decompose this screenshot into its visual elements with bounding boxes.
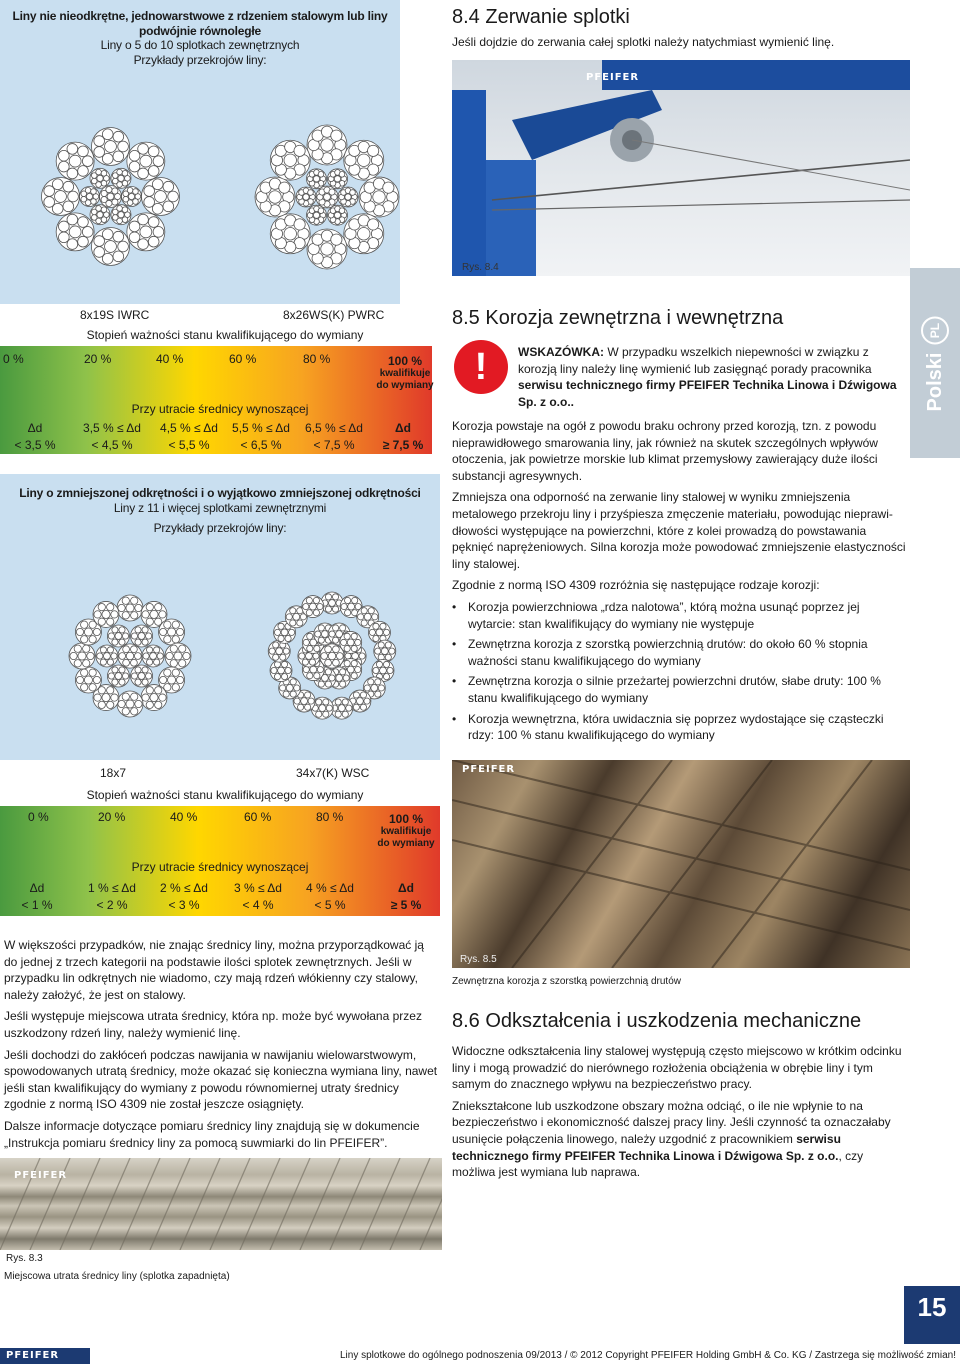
pct-20: 20 % — [84, 352, 112, 366]
panel3-subtitle: Liny z 11 i więcej splotkami zewnętrznymi — [113, 500, 327, 515]
core-strand — [100, 186, 122, 208]
footer-logo-text: PFEIFER — [6, 1350, 60, 1361]
panel3-title-line: Liny o zmniejszonej odkrętności i o wyjątkowo zmniejszonej odkrętności — [19, 486, 421, 500]
outer-strand — [117, 691, 143, 717]
severity-heading-2: Stopień ważności stanu kwalifikującego do wymiany — [86, 788, 364, 802]
core-strand — [320, 644, 344, 668]
diameter-loss-heading-b: Przy utracie średnicy wynoszącej — [131, 860, 309, 874]
range-4-a: 5,5 % ≤ Δd — [232, 421, 290, 435]
section-8-6-title: 8.6 Odkształcenia i uszkodzenia mechaniczne — [452, 1010, 862, 1032]
panel1-title-line1: Liny nie nieodkrętne, jednowarstwowe z rdzeniem stalowym lub liny — [12, 9, 388, 23]
panel1-subtitle: Liny o 5 do 10 splotkach zewnętrznych — [100, 38, 300, 52]
range-3 — [150, 420, 228, 454]
outer-strand — [359, 177, 399, 217]
rope-section-18x7 — [64, 556, 196, 756]
pct-80-b: 80 % — [316, 810, 344, 824]
outer-strand — [344, 140, 384, 180]
range-1-b: < 3,5 % — [14, 438, 56, 452]
corrosion-type-1: • Korozja powierzchniowa „rdza nalotowa”, którą można usunąć poprzez jej wytarcie: stan kwalifikujący do wymiany nie występuje — [452, 599, 908, 632]
outer-strand — [331, 697, 353, 719]
outer-strand — [159, 619, 185, 645]
photo-fig-8-5 — [452, 760, 910, 968]
pct-0: 0 % — [3, 352, 24, 366]
fig83-caption: Miejscowa utrata średnicy liny (splotka zapadnięta) — [4, 1271, 230, 1282]
outer-strand — [142, 178, 180, 216]
outer-strand — [255, 177, 295, 217]
section-8-5-body — [452, 418, 908, 748]
rope-section-34x7-wsc — [262, 558, 402, 754]
range-5 — [295, 420, 373, 454]
pct-60: 60 % — [229, 352, 257, 366]
crane-graphic — [452, 60, 910, 276]
pct-100-block-b — [372, 812, 440, 850]
outer-strand — [307, 229, 347, 269]
inner-strand — [96, 645, 118, 667]
range-b-6-b: ≥ 5 % — [390, 898, 422, 912]
language-name: Polski — [923, 352, 946, 412]
range-2-b: < 4,5 % — [91, 438, 133, 452]
range-3-a: 4,5 % ≤ Δd — [160, 421, 218, 435]
range-b-4-b: < 4 % — [242, 898, 274, 912]
core-strand — [118, 644, 142, 668]
section-8-4-text: Jeśli dojdzie do zerwania całej splotki należy natychmiast wymienić linę. — [452, 35, 835, 49]
sec85-paragraph-3: Zgodnie z normą ISO 4309 rozróżnia się następujące rodzaje korozji: — [452, 578, 820, 593]
warning-text — [518, 344, 910, 410]
qualifies-label: kwalifikuje — [379, 368, 431, 379]
fig84-label: Rys. 8.4 — [462, 262, 499, 273]
page-number: 15 — [917, 1292, 947, 1322]
range-5-b: < 7,5 % — [313, 438, 355, 452]
sec85-paragraph-1: Korozja powstaje na ogół z powodu braku ochrony przed korozją, tzn. z powodu nieprawidłowego smarowania liny, jak również na skutek szczególnych wpływów otoczenia, jak powietrze morskie lub klimat przemysłowy zawierający duże ilości substancji agresywnych. — [452, 419, 878, 483]
section-8-5-title: 8.5 Korozja zewnętrzna i wewnętrzna — [452, 307, 784, 329]
inner-strand — [328, 205, 348, 225]
outer-strand — [270, 660, 292, 682]
outer-strand — [69, 643, 95, 669]
corrosion-type-4: • Korozja wewnętrzna, która uwidacznia się poprzez wydostające się cząsteczki rdzy: 100 % stanu kwalifikującego do wymiany — [452, 711, 908, 744]
inner-strand — [296, 187, 316, 207]
outer-strand — [42, 178, 80, 216]
outer-strand — [165, 643, 191, 669]
rope-label-34x7: 34x7(K) WSC — [296, 766, 370, 780]
outer-strand — [127, 142, 165, 180]
inner-strand — [307, 169, 327, 189]
pct-40: 40 % — [156, 352, 184, 366]
outer-strand — [93, 601, 119, 627]
warning-body: W przypadku wszelkich niepewności w związku z korozją liny należy linę wymienić lub zasięgnąć porady pracownika — [518, 345, 872, 376]
warning-icon: ! — [454, 340, 508, 394]
warning-label: WSKAZÓWKA: — [518, 345, 604, 359]
inner-strand — [131, 625, 153, 647]
inner-strand — [122, 187, 142, 207]
outer-strand — [92, 228, 130, 266]
range-b-2-b: < 2 % — [96, 898, 128, 912]
outer-strand — [117, 595, 143, 621]
inner-strand — [340, 631, 362, 653]
pfeifer-logo-fig84: PFEIFER — [586, 72, 640, 83]
corroded-rope-graphic — [452, 760, 910, 968]
range-4 — [222, 420, 300, 454]
rope-section-8x26ws-pwrc — [252, 92, 402, 302]
inner-strand — [80, 187, 100, 207]
rope-label-8x26ws: 8x26WS(K) PWRC — [283, 308, 385, 322]
range-b-6 — [372, 880, 440, 914]
severity-table-1 — [0, 304, 440, 474]
outer-strand — [56, 213, 94, 251]
range-b-1-b: < 1 % — [21, 898, 53, 912]
corrosion-types-list — [452, 599, 908, 744]
sec86-paragraph-2 — [452, 1098, 908, 1181]
left-paragraph-2: Jeśli występuje miejscowa utrata średnicy, która np. może być wywołana przez uszkodzony rdzeń liny, należy wymienić linę. — [4, 1009, 422, 1040]
panel3-examples: Przykłady przekrojów liny: — [153, 521, 287, 535]
inner-strand — [307, 205, 327, 225]
pct-80: 80 % — [303, 352, 331, 366]
corrosion-type-3: • Zewnętrzna korozja o silnie przeżartej powierzchni drutów, słabe druty: 100 % stanu kwalifikującego do wymiany — [452, 673, 908, 706]
range-b-3-b: < 3 % — [168, 898, 200, 912]
pct-60-b: 60 % — [244, 810, 272, 824]
range-b-4 — [222, 880, 294, 914]
left-paragraph-1: W większości przypadków, nie znając średnicy liny, można przyporządkować ją do jednej z trzech kategorii na podstawie ilości splotek zewnętrznych. Jeśli w przypadku lin odkrętnych nie wiadomo, czy mają rdzeń włókienny czy stalowy, należy założyć, że jest on stalowy. — [4, 938, 424, 1002]
pfeifer-logo-fig85: PFEIFER — [462, 764, 516, 775]
inner-strand — [328, 169, 348, 189]
to-replace-label-b: do wymiany — [377, 838, 435, 849]
outer-strand — [92, 128, 130, 166]
fig85-caption: Zewnętrzna korozja z szorstką powierzchnią drutów — [452, 976, 681, 987]
left-body-text — [4, 937, 438, 1156]
severity-table-2 — [0, 762, 440, 932]
section-8-4-title: 8.4 Zerwanie splotki — [452, 6, 630, 28]
range-b-2 — [76, 880, 148, 914]
rope-label-18x7: 18x7 — [100, 766, 127, 780]
range-6 — [370, 420, 436, 454]
inner-strand — [107, 625, 129, 647]
fig85-label: Rys. 8.5 — [460, 954, 497, 965]
range-b-1-a: Δd — [29, 881, 45, 895]
range-5-a: 6,5 % ≤ Δd — [305, 421, 363, 435]
inner-strand — [338, 187, 358, 207]
corrosion-type-2: • Zewnętrzna korozja z szorstką powierzchnią drutów: do około 60 % stopnia ważności stanu kwalifikującego do wymiany — [452, 636, 908, 669]
core-strand — [316, 186, 338, 208]
panel1-title — [0, 9, 400, 67]
outer-strand — [307, 125, 347, 165]
warning-bold-service: serwisu technicznego firmy PFEIFER Technika Linowa i Dźwigowa Sp. z o.o.. — [518, 378, 897, 409]
outer-strand — [270, 140, 310, 180]
inner-strand — [90, 168, 110, 188]
panel1-title-line2: podwójnie równoległe — [138, 23, 261, 38]
pct-100-block — [372, 354, 438, 392]
outer-strand — [302, 596, 324, 618]
pfeifer-logo-fig83: PFEIFER — [14, 1170, 68, 1181]
range-b-5-b: < 5 % — [314, 898, 346, 912]
inner-strand — [111, 205, 131, 225]
footer-text: Liny splotkowe do ogólnego podnoszenia 09/2013 / © 2012 Copyright PFEIFER Holding GmbH & Co. KG / Zastrzega się możliwość zmian! — [339, 1350, 956, 1361]
outer-strand — [56, 142, 94, 180]
range-1-a: Δd — [27, 421, 43, 435]
outer-strand — [344, 214, 384, 254]
severity-heading: Stopień ważności stanu kwalifikującego do wymiany — [86, 328, 364, 342]
range-b-4-a: 3 % ≤ Δd — [234, 881, 282, 895]
sec86-p2-end: , czy możliwa jest wymiana lub naprawa. — [452, 1148, 864, 1180]
photo-fig-8-4 — [452, 60, 910, 276]
section-8-6-body — [452, 1043, 908, 1186]
pct-100-b: 100 % — [388, 812, 424, 826]
inner-strand — [142, 645, 164, 667]
range-2-a: 3,5 % ≤ Δd — [83, 421, 141, 435]
outer-strand — [374, 640, 396, 662]
inner-strand — [107, 665, 129, 687]
rope-section-8x19s-iwrc — [38, 94, 183, 299]
outer-strand — [141, 685, 167, 711]
to-replace-label: do wymiany — [376, 380, 434, 391]
rope-label-8x19s: 8x19S IWRC — [80, 308, 150, 322]
range-1 — [0, 420, 70, 454]
sec86-p2-bold: serwisu technicznego firmy PFEIFER Technika Linowa i Dźwigowa Sp. z o.o. — [452, 1131, 841, 1163]
sec86-paragraph-1: Widoczne odkształcenia liny stalowej występują często miejscowo w krótkim odcinku liny i mogą prowadzić do nierównego rozłożenia obciążenia w obrębie liny i tym samym do znacznego wpływu na bezpieczeństwo pracy. — [452, 1044, 902, 1092]
qualifies-label-b: kwalifikuje — [380, 826, 432, 837]
left-paragraph-3: Jeśli dochodzi do zakłóceń podczas nawijania w nawijaniu wielowarstwowym, spowodowanych utratą średnicy, może okazać się konieczna wymiana liny, nawet jeśli stan kwalifikujący do wymiany z powodu równomiernej utraty średnicy zgodnie z normą ISO 4309 nie został jeszcze osiągnięty. — [4, 1047, 438, 1112]
panel1-examples: Przykłady przekrojów liny: — [133, 52, 267, 67]
panel3-title — [0, 486, 440, 536]
range-3-b: < 5,5 % — [168, 438, 210, 452]
outer-strand — [127, 213, 165, 251]
range-b-3-a: 2 % ≤ Δd — [160, 881, 208, 895]
range-b-2-a: 1 % ≤ Δd — [88, 881, 136, 895]
inner-strand — [90, 205, 110, 225]
range-b-6-a: Δd — [398, 881, 414, 895]
outer-strand — [75, 667, 101, 693]
left-paragraph-4: Dalsze informacje dotyczące pomiaru średnicy liny znajdują się w dokumencie „Instrukcja pomiaru średnicy liny za pomocą suwmiarki do lin PFEIFER”. — [4, 1118, 420, 1150]
inner-strand — [131, 665, 153, 687]
range-4-b: < 6,5 % — [240, 438, 282, 452]
fig83-label: Rys. 8.3 — [6, 1253, 43, 1264]
pct-40-b: 40 % — [170, 810, 198, 824]
outer-strand — [321, 592, 343, 614]
range-b-1 — [6, 880, 68, 914]
inner-strand — [111, 168, 131, 188]
sec85-paragraph-2: Zmniejsza ona odporność na zerwanie liny stalowej w wyniku zmniejszenia metalowego przekroju liny i przyśpiesza zmęczenie materiału, powodując nieprawi- dłowości występujące na powierzchni, które z kolei prowadzą do powstawania pęknięć naprężeniowych. Silna korozja może powodować zmniejszenie elastyczności liny stalowej. — [452, 490, 906, 571]
sec86-p2-text: Zniekształcone lub uszkodzone obszary można odciąć, o ile nie wpłynie to na bezpieczeństwo i ekonomiczność dalszej pracy liny. Jeśli czynność ta oznaczałaby usunięcie połączenia linowego, należy uzgodnić z pracownikiem — [452, 1098, 891, 1146]
pct-20-b: 20 % — [98, 810, 126, 824]
range-6-b: ≥ 7,5 % — [382, 438, 424, 452]
pct-100: 100 % — [387, 354, 423, 368]
range-b-5-a: 4 % ≤ Δd — [306, 881, 354, 895]
diameter-loss-heading: Przy utracie średnicy wynoszącej — [131, 402, 309, 416]
range-6-a: Δd — [395, 421, 411, 435]
range-b-5 — [294, 880, 366, 914]
language-side-label — [921, 317, 949, 412]
language-code-badge: PL — [921, 317, 949, 345]
photo-fig-8-3 — [0, 1158, 442, 1250]
range-2 — [73, 420, 151, 454]
outer-strand — [270, 214, 310, 254]
pct-0-b: 0 % — [28, 810, 49, 824]
range-b-3 — [148, 880, 220, 914]
